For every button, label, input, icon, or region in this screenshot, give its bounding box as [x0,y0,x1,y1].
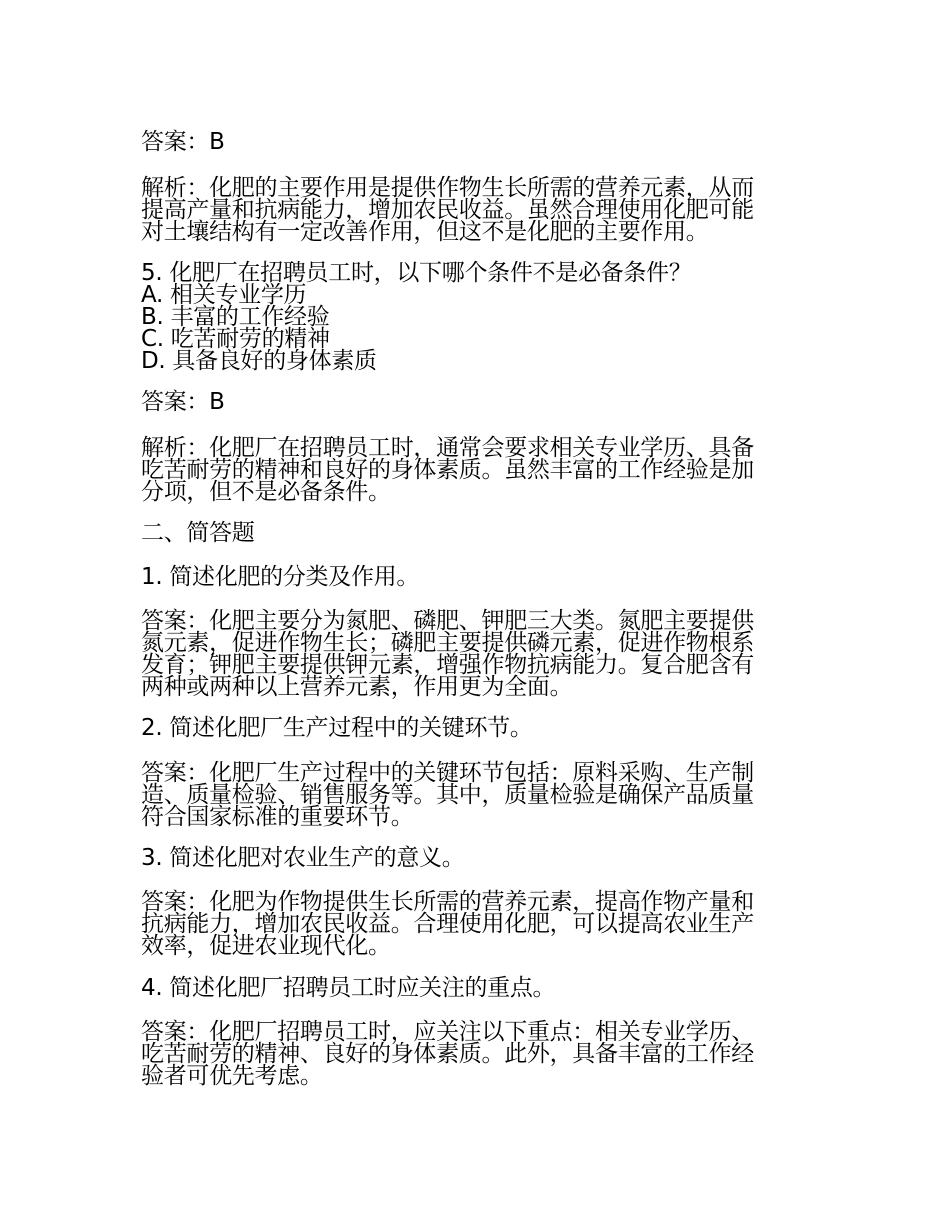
q4-analysis [141,177,813,243]
answer-line: 吃苦耐劳的精神、良好的身体素质。此外，具备丰富的工作经 [141,1041,754,1067]
analysis-line: 提高产量和抗病能力，增加农民收益。虽然合理使用化肥可能 [141,197,754,223]
answer-line: 造、质量检验、销售服务等。其中，质量检验是确保产品质量 [141,782,754,808]
section-heading: 二、简答题 [141,520,255,546]
sa4-answer [141,1021,813,1087]
sa3-question: 3. 简述化肥对农业生产的意义。 [141,845,465,871]
answer-line: 抗病能力，增加农民收益。合理使用化肥，可以提高农业生产 [141,911,754,937]
sa1-question: 1. 简述化肥的分类及作用。 [141,564,420,590]
analysis-line: 解析：化肥的主要作用是提供作物生长所需的营养元素，从而 [141,175,754,201]
answer-line: 发育；钾肥主要提供钾元素，增强作物抗病能力。复合肥含有 [141,652,754,678]
answer-line: 效率，促进农业现代化。 [141,933,391,959]
sa3-answer [141,891,813,957]
q5-answer: 答案：B [141,389,225,415]
q4-answer: 答案：B [141,129,225,155]
question-text: 5. 化肥厂在招聘员工时，以下哪个条件不是必备条件？ [141,260,692,286]
answer-line: 验者可优先考虑。 [141,1063,323,1089]
analysis-line: 分项，但不是必备条件。 [141,479,391,505]
option-b: B. 丰富的工作经验 [141,304,330,330]
answer-line: 答案：化肥为作物提供生长所需的营养元素，提高作物产量和 [141,889,754,915]
analysis-line: 对土壤结构有一定改善作用，但这不是化肥的主要作用。 [141,219,709,245]
answer-line: 符合国家标准的重要环节。 [141,804,414,830]
option-d: D. 具备良好的身体素质 [141,348,377,374]
analysis-line: 解析：化肥厂在招聘员工时，通常会要求相关专业学历、具备 [141,435,754,461]
sa1-answer [141,610,813,698]
answer-line: 答案：化肥厂生产过程中的关键环节包括：原料采购、生产制 [141,760,754,786]
sa2-answer [141,762,813,828]
analysis-line: 吃苦耐劳的精神和良好的身体素质。虽然丰富的工作经验是加 [141,457,754,483]
q5-question-block [141,262,813,372]
answer-line: 氮元素，促进作物生长；磷肥主要提供磷元素，促进作物根系 [141,630,754,656]
answer-line: 答案：化肥厂招聘员工时，应关注以下重点：相关专业学历、 [141,1019,754,1045]
option-c: C. 吃苦耐劳的精神 [141,326,330,352]
sa4-question: 4. 简述化肥厂招聘员工时应关注的重点。 [141,975,556,1001]
q5-analysis [141,437,813,503]
answer-line: 答案：化肥主要分为氮肥、磷肥、钾肥三大类。氮肥主要提供 [141,608,754,634]
option-a: A. 相关专业学历 [141,282,307,308]
sa2-question: 2. 简述化肥厂生产过程中的关键环节。 [141,715,533,741]
answer-line: 两种或两种以上营养元素，作用更为全面。 [141,674,573,700]
